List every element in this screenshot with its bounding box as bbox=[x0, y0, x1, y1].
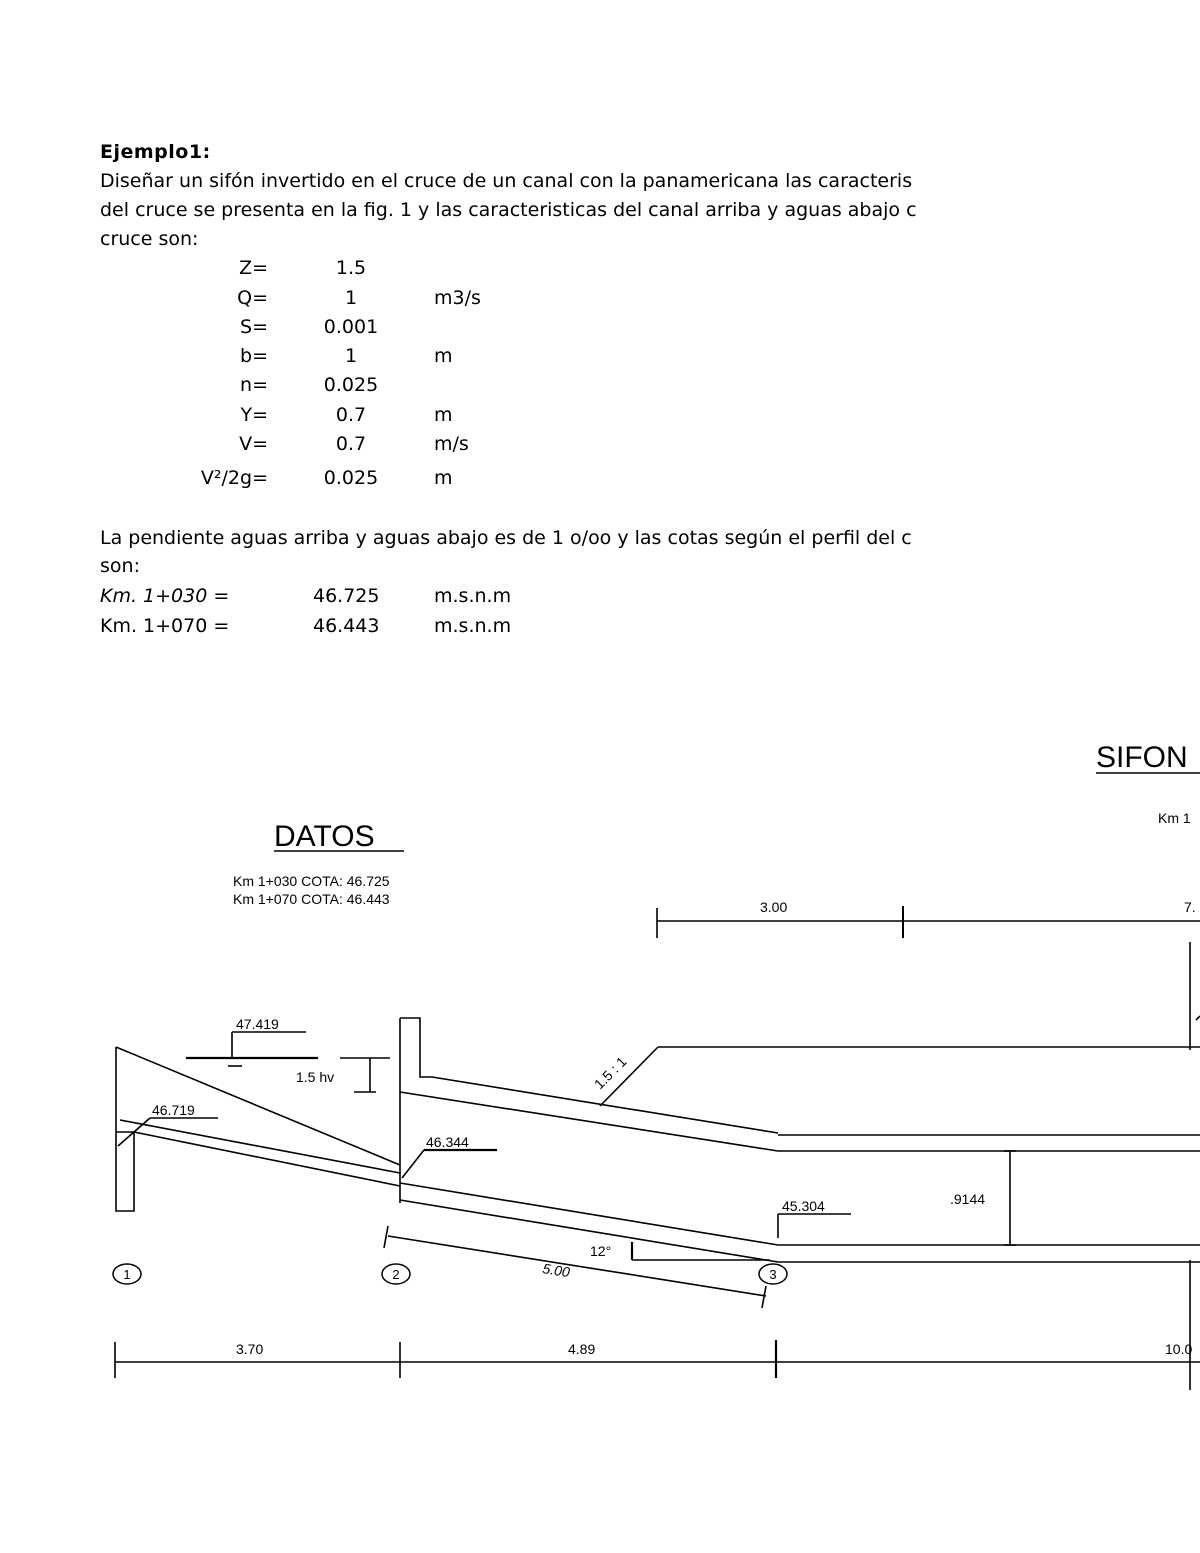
example-title: Ejemplo1: bbox=[100, 141, 211, 163]
param-value: 0.025 bbox=[323, 467, 379, 489]
upper-floor-line bbox=[120, 1120, 400, 1173]
intro-line-3: cruce son: bbox=[100, 230, 199, 249]
diameter-9144: .9144 bbox=[950, 1191, 986, 1207]
param-unit: m bbox=[434, 404, 453, 426]
length-label: 5.00 bbox=[541, 1260, 571, 1281]
param-label: Y= bbox=[240, 404, 268, 426]
left-wall bbox=[116, 1047, 134, 1211]
station-number-1: 1 bbox=[123, 1267, 131, 1282]
slope-ratio-label: 1.5 : 1 bbox=[590, 1053, 630, 1093]
elevation-46719: 46.719 bbox=[152, 1102, 195, 1118]
siphon-profile-drawing bbox=[0, 720, 1200, 1440]
angle-label: 12° bbox=[590, 1243, 612, 1259]
lower-floor-line bbox=[134, 1132, 400, 1186]
datos-km-1: Km 1+030 COTA: 46.725 bbox=[233, 873, 390, 889]
intro-line-2: del cruce se presenta en la fig. 1 y las caracteristicas del canal arriba y aguas abajo c bbox=[100, 201, 917, 220]
length-dim-tick bbox=[762, 1286, 766, 1308]
param-unit: m/s bbox=[434, 433, 469, 455]
barrel-bottom-line bbox=[400, 1200, 778, 1262]
elevation-45304: 45.304 bbox=[782, 1198, 825, 1214]
station-value: 46.443 bbox=[313, 615, 380, 637]
param-value: 1 bbox=[344, 345, 358, 367]
station-number-2: 2 bbox=[392, 1267, 400, 1282]
param-label: b= bbox=[240, 345, 268, 367]
param-unit: m3/s bbox=[434, 287, 481, 309]
station-label: Km. 1+030 = bbox=[100, 585, 230, 607]
slope-line-2: son: bbox=[100, 557, 140, 576]
param-unit: m bbox=[434, 467, 453, 489]
param-label: V= bbox=[239, 433, 268, 455]
datos-km-2: Km 1+070 COTA: 46.443 bbox=[233, 891, 390, 907]
param-value: 0.025 bbox=[323, 374, 379, 396]
param-value: 0.001 bbox=[323, 316, 379, 338]
param-label: n= bbox=[240, 374, 268, 396]
sifon-title: SIFON bbox=[1096, 741, 1188, 774]
param-value: 1.5 bbox=[335, 257, 367, 279]
elevation-46344: 46.344 bbox=[426, 1134, 469, 1150]
param-label: S= bbox=[240, 316, 268, 338]
param-unit: m bbox=[434, 345, 453, 367]
bottom-dim-label-3: 10.0 bbox=[1165, 1341, 1193, 1357]
leader-46344 bbox=[402, 1150, 424, 1178]
param-value: 0.7 bbox=[335, 433, 367, 455]
sifon-km: Km 1 bbox=[1158, 810, 1191, 826]
param-label: V²/2g= bbox=[200, 467, 268, 489]
bottom-dim-label-1: 3.70 bbox=[236, 1341, 264, 1357]
station-unit: m.s.n.m bbox=[434, 585, 512, 607]
station-value: 46.725 bbox=[313, 585, 380, 607]
middle-wall-top bbox=[400, 1018, 432, 1077]
hv-label: 1.5 hv bbox=[296, 1069, 335, 1085]
slope-line-1: La pendiente aguas arriba y aguas abajo es de 1 o/oo y las cotas según el perfil del c bbox=[100, 529, 912, 548]
intro-line-1: Diseñar un sifón invertido en el cruce de un canal con la panamericana las caracteris bbox=[100, 172, 913, 191]
station-label: Km. 1+070 = bbox=[100, 615, 230, 637]
station-unit: m.s.n.m bbox=[434, 615, 512, 637]
datos-title: DATOS bbox=[274, 820, 375, 853]
top-dim-label-1: 3.00 bbox=[760, 899, 788, 915]
bottom-dim-label-2: 4.89 bbox=[568, 1341, 596, 1357]
length-dim-tick bbox=[384, 1226, 388, 1248]
barrel-top-line bbox=[400, 1183, 778, 1245]
elevation-47419: 47.419 bbox=[236, 1016, 279, 1032]
length-dim-line bbox=[388, 1236, 766, 1296]
right-mark bbox=[1196, 1016, 1200, 1020]
param-value: 0.7 bbox=[335, 404, 367, 426]
param-label: Z= bbox=[239, 257, 268, 279]
param-label: Q= bbox=[237, 287, 268, 309]
param-value: 1 bbox=[344, 287, 358, 309]
station-number-3: 3 bbox=[769, 1267, 777, 1282]
top-dim-label-2: 7. bbox=[1184, 899, 1196, 915]
